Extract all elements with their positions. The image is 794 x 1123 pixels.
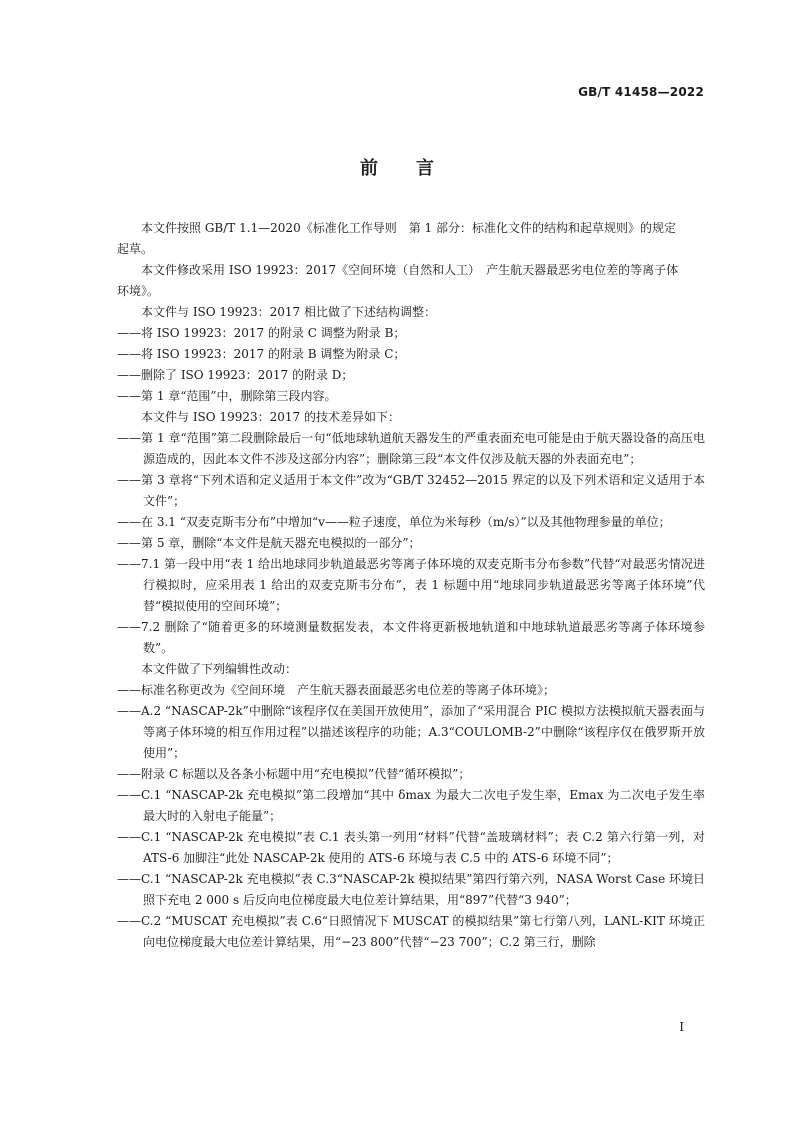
paragraph: 本文件做了下列编辑性改动： xyxy=(141,662,298,676)
list-item: ——第 1 章“范围”第二段删除最后一句“低地球轨道航天器发生的严重表面充电可能是由于航天器设备的高压电源造成的，因此本文件不涉及这部分内容”；删除第三段“本文件仅涉及航天器的外表面充电”； xyxy=(117,431,705,466)
list-item: ——C.1 “NASCAP-2k 充电模拟”表 C.1 表头第一列用“材料”代替“盖玻璃材料”；表 C.2 第六行第一列，对 ATS-6 加脚注“此处 NASCAP-2k 使用的 ATS-6 环境与表 C.5 中的 ATS-6 环境不同”； xyxy=(117,830,705,865)
list-item: ——A.2 “NASCAP-2k”中删除“该程序仅在美国开放使用”，添加了“采用混合 PIC 模拟方法模拟航天器表面与等离子体环境的相互作用过程”以描述该程序的功能；A.3“COULOMB-2”中删除“该程序仅在俄罗斯开放使用”； xyxy=(117,704,705,760)
list-item: ——C.2 “MUSCAT 充电模拟”表 C.6“日照情况下 MUSCAT 的模拟结果”第七行第八列，LANL-KIT 环境正向电位梯度最大电位差计算结果，用“−23 800”代替“−23 700”；C.2 第三行，删除 xyxy=(117,914,705,949)
list-item: ——标准名称更改为《空间环境 产生航天器表面最恶劣电位差的等离子体环境》； xyxy=(117,683,556,697)
paragraph: 本文件与 ISO 19923：2017 相比做了下述结构调整： xyxy=(141,305,436,319)
list-item: ——C.1 “NASCAP-2k 充电模拟”第二段增加“其中 δmax 为最大二次电子发生率，Emax 为二次电子发生率最大时的入射电子能量”； xyxy=(117,788,705,823)
paragraph: 本文件与 ISO 19923：2017 的技术差异如下： xyxy=(141,410,400,424)
standard-number: GB/T 41458—2022 xyxy=(578,85,704,99)
paragraph: 本文件按照 GB/T 1.1—2020《标准化工作导则 第 1 部分：标准化文件的结构和起草规则》的规定 xyxy=(141,221,676,235)
list-item: ——7.2 删除了“随着更多的环境测量数据发表，本文件将更新极地轨道和中地球轨道最恶劣等离子体环境参数”。 xyxy=(117,620,705,655)
list-item: ——将 ISO 19923：2017 的附录 C 调整为附录 B； xyxy=(117,326,406,340)
list-item: ——第 1 章“范围”中，删除第三段内容。 xyxy=(117,389,337,403)
list-item: ——在 3.1 “双麦克斯韦分布”中增加“v——粒子速度，单位为米每秒（m/s）”以及其他物理参量的单位； xyxy=(117,515,671,529)
list-item: ——第 3 章将“下列术语和定义适用于本文件”改为“GB/T 32452—2015 界定的以及下列术语和定义适用于本文件”； xyxy=(117,473,705,508)
list-item: ——C.1 “NASCAP-2k 充电模拟”表 C.3“NASCAP-2k 模拟结果”第四行第六列，NASA Worst Case 环境日照下充电 2 000 s 后反向电位梯度最大电位差计算结果，用“897”代替“3 940”； xyxy=(117,872,705,907)
paragraph: 起草。 xyxy=(117,242,154,256)
list-item: ——删除了 ISO 19923：2017 的附录 D； xyxy=(117,368,354,382)
document-body xyxy=(117,218,705,953)
list-item: ——将 ISO 19923：2017 的附录 B 调整为附录 C； xyxy=(117,347,406,361)
page-title: 前言 xyxy=(360,158,472,179)
paragraph: 环境》。 xyxy=(117,284,160,298)
list-item: ——附录 C 标题以及各条小标题中用“充电模拟”代替“循环模拟”； xyxy=(117,767,471,781)
list-item: ——7.1 第一段中用“表 1 给出地球同步轨道最恶劣等离子体环境的双麦克斯韦分布参数”代替“对最恶劣情况进行模拟时，应采用表 1 给出的双麦克斯韦分布”，表 1 标题中用“地球同步轨道最恶劣等离子体环境”代替“模拟使用的空间环境”； xyxy=(117,557,705,613)
list-item: ——第 5 章，删除“本文件是航天器充电模拟的一部分”； xyxy=(117,536,421,550)
page-number: I xyxy=(679,1020,684,1034)
paragraph: 本文件修改采用 ISO 19923：2017《空间环境（自然和人工） 产生航天器最恶劣电位差的等离子体 xyxy=(141,263,679,277)
